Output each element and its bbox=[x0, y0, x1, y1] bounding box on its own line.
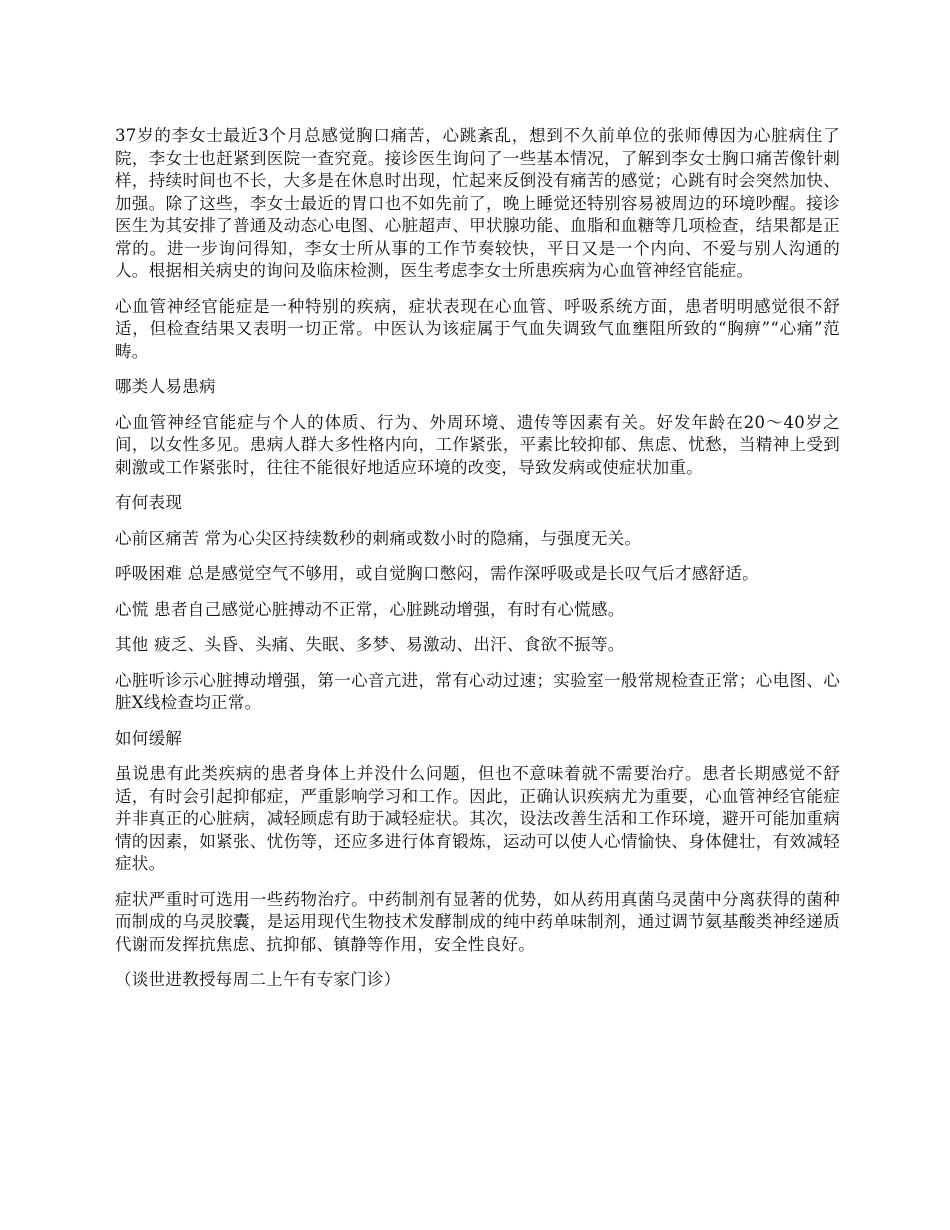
risk-groups-paragraph: 心血管神经官能症与个人的体质、行为、外周环境、遗传等因素有关。好发年龄在20～40岁之间，以女性多见。患病人群大多性格内向，工作紧张，平素比较抑郁、焦虑、忧愁，当精神上受到刺激或工作紧张时，往往不能很好地适应环境的改变，导致发病或使症状加重。 bbox=[115, 412, 840, 477]
document-body bbox=[115, 125, 840, 992]
symptom-palpitation: 心慌 患者自己感觉心脏搏动不正常，心脏跳动增强，有时有心慌感。 bbox=[115, 599, 625, 619]
clinic-note: （谈世进教授每周二上午有专家门诊） bbox=[115, 970, 401, 989]
case-intro-paragraph: 37岁的李女士最近3个月总感觉胸口痛苦，心跳紊乱，想到不久前单位的张师傅因为心脏病住了院，李女士也赶紧到医院一查究竟。接诊医生询问了一些基本情况，了解到李女士胸口痛苦像针刺样，持续时间也不长，大多是在休息时出现，忙起来反倒没有痛苦的感觉；心跳有时会突然加快、加强。除了这些，李女士最近的胃口也不如先前了，晚上睡觉还特别容易被周边的环境吵醒。接诊医生为其安排了普通及动态心电图、心脏超声、甲状腺功能、血脂和血糖等几项检查，结果都是正常的。进一步询问得知，李女士所从事的工作节奏较快，平日又是一个内向、不爱与别人沟通的人。根据相关病史的询问及临床检测，医生考虑李女士所患疾病为心血管神经官能症。 bbox=[115, 126, 840, 280]
definition-paragraph: 心血管神经官能症是一种特别的疾病，症状表现在心血管、呼吸系统方面，患者明明感觉很不舒适，但检查结果又表明一切正常。中医认为该症属于气血失调致气血壅阻所致的“胸痹”“心痛”范畴。 bbox=[115, 296, 840, 361]
symptom-breathing-difficulty: 呼吸困难 总是感觉空气不够用，或自觉胸口憋闷，需作深呼吸或是长叹气后才感舒适。 bbox=[115, 564, 759, 583]
section-heading-risk-groups: 哪类人易患病 bbox=[115, 377, 216, 396]
auscultation-paragraph: 心脏听诊示心脏搏动增强，第一心音亢进，常有心动过速；实验室一般常规检查正常；心电图、心脏X线检查均正常。 bbox=[115, 670, 840, 712]
symptom-other: 其他 疲乏、头昏、头痛、失眠、多梦、易激动、出汗、食欲不振等。 bbox=[115, 635, 625, 654]
relief-paragraph: 虽说患有此类疾病的患者身体上并没什么问题，但也不意味着就不需要治疗。患者长期感觉不舒适，有时会引起抑郁症，严重影响学习和工作。因此，正确认识疾病尤为重要，心血管神经官能症并非真正的心脏病，减轻顾虑有助于减轻症状。其次，设法改善生活和工作环境，避开可能加重病情的因素，如紧张、忧伤等，还应多进行体育锻炼，运动可以使人心情愉快、身体健壮，有效减轻症状。 bbox=[115, 764, 840, 873]
medication-paragraph: 症状严重时可选用一些药物治疗。中药制剂有显著的优势，如从药用真菌乌灵菌中分离获得的菌种而制成的乌灵胶囊，是运用现代生物技术发酵制成的纯中药单味制剂，通过调节氨基酸类神经递质代谢而发挥抗焦虑、抗抑郁、镇静等作用，安全性良好。 bbox=[115, 889, 840, 954]
section-heading-symptoms: 有何表现 bbox=[115, 493, 183, 512]
section-heading-relief: 如何缓解 bbox=[115, 728, 183, 748]
symptom-chest-pain: 心前区痛苦 常为心尖区持续数秒的刺痛或数小时的隐痛，与强度无关。 bbox=[115, 528, 642, 548]
